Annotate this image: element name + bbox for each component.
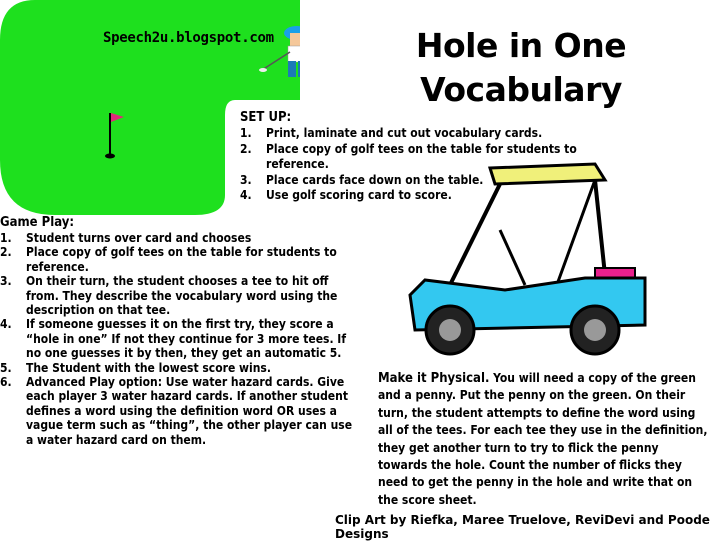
golf-cart-illustration — [405, 160, 715, 360]
game-play-list — [0, 231, 360, 447]
game-play-item: 5. The Student with the lowest score wins. — [0, 360, 271, 375]
game-play-item: 1. Student turns over card and chooses — [0, 231, 252, 245]
setup-item: 2. Place copy of golf tees on the table for students to reference. — [240, 141, 577, 171]
game-play-item: 4. If someone guesses it on the first try, they score a “hole in one” If not they continue for 3 more tees. If no one guesses it by then, they get an automatic 5. — [0, 317, 347, 361]
make-it-physical-text: You will need a copy of the green and a penny. Put the penny on the green. On their turn, the student attempts to define the word using all of the tees. For each tee they use in the definition, they get another turn to try to flick the penny towards the hole. Count the number of flicks they need to get the penny in the hole and write that on the score sheet. — [378, 371, 708, 507]
page-title — [406, 24, 636, 112]
game-play-item: 2. Place copy of golf tees on the table for students to reference. — [0, 245, 337, 274]
title-line-2: Vocabulary — [420, 70, 622, 109]
golf-cart-icon — [410, 164, 645, 354]
game-play-item: 6. Advanced Play option: Use water hazard cards. Give each player 3 water hazard cards. If another student defines a word using the definition word OR uses a vague term such as “thing”, the other player can use a water hazard card on them. — [0, 375, 353, 447]
game-play-heading: Game Play: — [0, 215, 75, 230]
title-line-1: Hole in One — [415, 26, 627, 65]
make-it-physical-section — [378, 370, 708, 509]
setup-item: 4. Use golf scoring card to score. — [240, 188, 452, 202]
game-play-section — [0, 215, 360, 447]
setup-heading: SET UP: — [240, 110, 292, 125]
setup-item: 1. Print, laminate and cut out vocabulary cards. — [240, 126, 543, 140]
hole-icon — [105, 154, 115, 159]
clip-art-credits: Clip Art by Riefka, Maree Truelove, ReviDevi and Poode Designs — [335, 513, 710, 541]
blog-url[interactable]: Speech2u.blogspot.com — [103, 30, 274, 46]
setup-item: 3. Place cards face down on the table. — [240, 172, 484, 187]
make-it-physical-heading: Make it Physical. — [378, 371, 490, 386]
game-play-item: 3. On their turn, the student chooses a tee to hit off from. They describe the vocabulary word using the description on that tee. — [0, 274, 338, 318]
